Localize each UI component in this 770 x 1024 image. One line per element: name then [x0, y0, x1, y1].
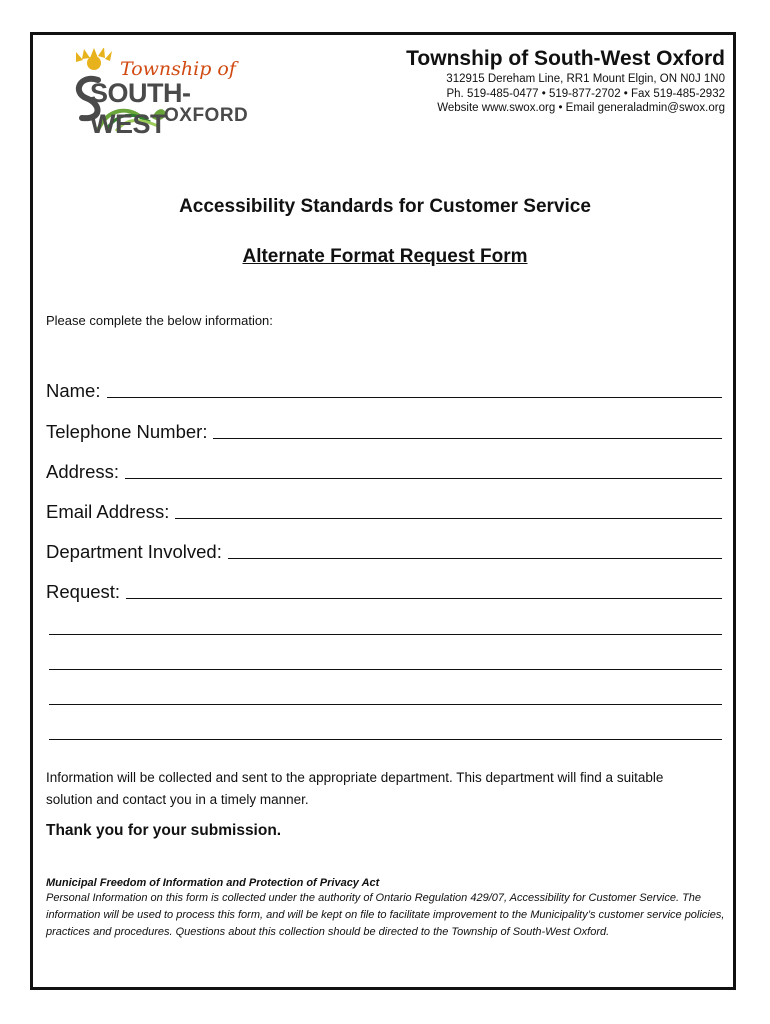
- name-label: Name:: [46, 380, 101, 401]
- logo-southwest-text: SOUTH-WEST: [90, 78, 191, 139]
- logo-oxford-text: OXFORD: [164, 105, 249, 126]
- department-input-line[interactable]: [228, 558, 722, 559]
- collection-info: Information will be collected and sent to the appropriate department. This department will find a suitable solution and contact you in a timely manner.: [46, 770, 664, 807]
- thank-you-text: Thank you for your submission.: [46, 822, 282, 839]
- request-blank-line[interactable]: [49, 739, 722, 740]
- telephone-input-line[interactable]: [213, 438, 722, 439]
- form-intro: Please complete the below information:: [46, 313, 273, 328]
- privacy-body: Personal Information on this form is collected under the authority of Ontario Regulation 429/07, Accessibility for Customer Service. The information will be used to process this form, and will be kept on file to facilitate improvement to the Municipality’s customer service policies, practices and procedures. Questions about this collection should be directed to the Township of South-West Oxford.: [46, 892, 725, 939]
- email-field: [46, 497, 722, 523]
- request-blank-line[interactable]: [49, 669, 722, 670]
- address-field: [46, 457, 722, 483]
- organization-web: Website www.swox.org • Email generaladmin@swox.org: [437, 102, 725, 114]
- department-label: Department Involved:: [46, 541, 222, 562]
- name-input-line[interactable]: [107, 397, 723, 398]
- email-label: Email Address:: [46, 501, 170, 522]
- address-input-line[interactable]: [125, 478, 722, 479]
- township-logo: [68, 48, 262, 139]
- telephone-label: Telephone Number:: [46, 421, 208, 442]
- address-label: Address:: [46, 461, 120, 482]
- request-blank-line[interactable]: [49, 634, 722, 635]
- logo-township-text: Township of: [120, 58, 236, 80]
- request-blank-line[interactable]: [49, 704, 722, 705]
- request-input-line[interactable]: [126, 598, 722, 599]
- request-field: [46, 577, 722, 603]
- form-subtitle: Alternate Format Request Form: [242, 246, 528, 267]
- name-field: [46, 376, 722, 402]
- request-label: Request:: [46, 581, 121, 602]
- privacy-notice: [46, 877, 728, 942]
- department-field: [46, 537, 722, 563]
- telephone-field: [46, 417, 722, 443]
- email-input-line[interactable]: [175, 518, 722, 519]
- form-title: Accessibility Standards for Customer Service: [179, 196, 591, 217]
- organization-phone: Ph. 519-485-0477 • 519-877-2702 • Fax 519-485-2932: [446, 87, 725, 100]
- privacy-title: Municipal Freedom of Information and Protection of Privacy Act: [46, 877, 380, 889]
- organization-header: [406, 46, 725, 116]
- organization-address: 312915 Dereham Line, RR1 Mount Elgin, ON N0J 1N0: [446, 73, 725, 85]
- organization-name: Township of South-West Oxford: [406, 47, 725, 70]
